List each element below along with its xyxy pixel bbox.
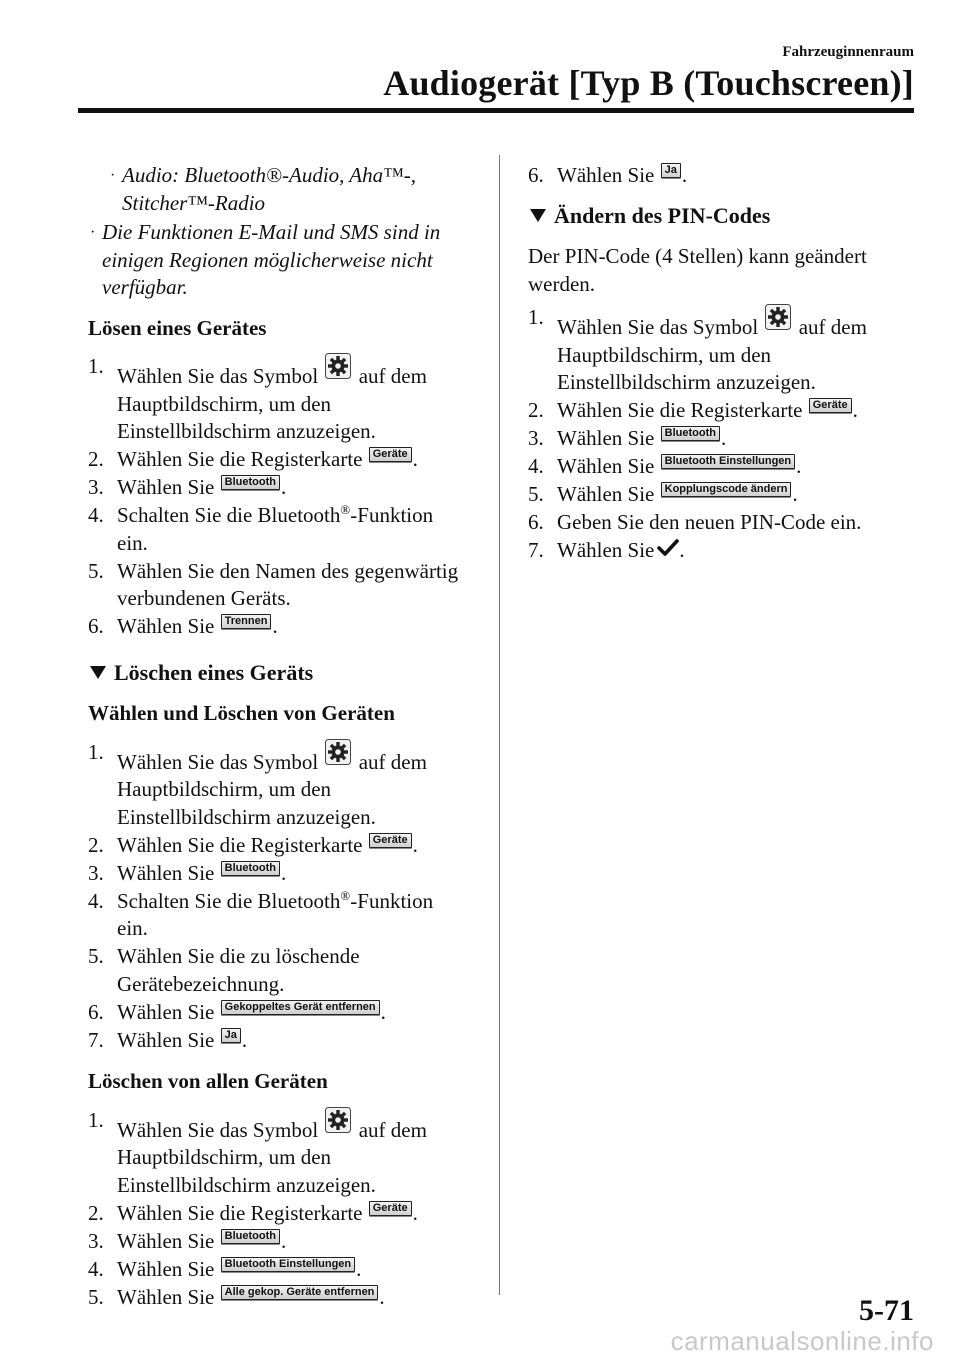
bluetooth-button: Bluetooth <box>221 475 280 490</box>
ja-button: Ja <box>661 163 681 178</box>
bullet-icon: · <box>90 224 96 241</box>
list-item: 4. Wählen Sie Bluetooth Einstellungen . <box>528 454 802 478</box>
geraete-tab-button: Geräte <box>369 833 412 848</box>
list-item: 3. Wählen Sie Bluetooth . <box>528 426 727 450</box>
settings-gear-icon <box>325 1107 351 1133</box>
page-number: 5-71 <box>859 1294 914 1327</box>
steps-waehlen-loeschen <box>88 739 468 1055</box>
header-rule <box>78 108 914 113</box>
note-text: Die Funktionen E-Mail und SMS sind in einigen Regionen möglicherweise nicht verfügbar. <box>102 220 441 299</box>
triangle-marker-icon <box>530 209 546 222</box>
subheading-waehlen-loeschen: Wählen und Löschen von Geräten <box>88 701 395 725</box>
steps-pin <box>528 304 908 565</box>
list-item: 6. Wählen Sie Trennen . <box>88 614 278 638</box>
settings-gear-icon <box>325 739 351 765</box>
bluetooth-button: Bluetooth <box>221 861 280 876</box>
list-item: 5. Wählen Sie Kopplungscode ändern . <box>528 482 798 506</box>
ja-button: Ja <box>221 1028 241 1043</box>
column-divider <box>499 155 500 1295</box>
section-loeschen: Löschen eines Geräts <box>88 659 468 687</box>
list-item: 4. Wählen Sie Bluetooth Einstellungen . <box>88 1256 362 1281</box>
list-item: 6. Wählen Sie Ja . <box>528 163 688 187</box>
note-text: Audio: Bluetooth®-Audio, Aha™-, Stitcher™-Radio <box>122 163 416 215</box>
bullet-icon: · <box>110 167 116 184</box>
section-pin: Ändern des PIN-Codes <box>528 202 908 230</box>
kopplungscode-aendern-button: Kopplungscode ändern <box>661 482 792 497</box>
list-item: 4. Schalten Sie die Bluetooth®-Funktion ein. <box>88 887 434 940</box>
geraete-tab-button: Geräte <box>369 1201 412 1216</box>
bluetooth-einstellungen-button: Bluetooth Einstellungen <box>661 454 796 469</box>
header-section: Fahrzeuginnenraum <box>782 44 914 60</box>
left-column <box>88 162 468 1312</box>
list-item: 2. Wählen Sie die Registerkarte Geräte . <box>88 447 418 471</box>
trennen-button: Trennen <box>221 614 272 629</box>
bluetooth-button: Bluetooth <box>221 1229 280 1244</box>
steps-loesen <box>88 353 468 641</box>
pin-intro: Der PIN-Code (4 Stellen) kann geändert werden. <box>528 244 867 296</box>
list-item: 6. Geben Sie den neuen PIN-Code ein. <box>528 510 862 534</box>
note-audio-sources <box>88 162 468 217</box>
list-item: 2. Wählen Sie die Registerkarte Geräte . <box>88 1200 418 1225</box>
subheading-alle-loeschen: Löschen von allen Geräten <box>88 1069 328 1093</box>
list-item: 1. Wählen Sie das Symbol auf dem Hauptbildschirm, um den Einstellbildschirm anzuzeigen. <box>88 739 427 829</box>
list-item: 5. Wählen Sie die zu löschende Gerätebezeichnung. <box>88 944 360 996</box>
note-email-sms <box>88 219 468 302</box>
steps-alle-loeschen <box>88 1107 468 1312</box>
list-item: 3. Wählen Sie Bluetooth . <box>88 860 287 885</box>
list-item: 5. Wählen Sie Alle gekop. Geräte entfernen . <box>88 1284 385 1309</box>
list-item: 2. Wählen Sie die Registerkarte Geräte . <box>528 398 858 422</box>
geraete-tab-button: Geräte <box>809 398 852 413</box>
list-item: 5. Wählen Sie den Namen des gegenwärtig verbundenen Geräts. <box>88 558 459 610</box>
list-item: 6. Wählen Sie Gekoppeltes Gerät entfernen . <box>88 999 386 1024</box>
settings-gear-icon <box>325 353 351 379</box>
alle-geraete-entfernen-button: Alle gekop. Geräte entfernen <box>221 1285 379 1300</box>
subheading-loesen: Lösen eines Gerätes <box>88 315 267 340</box>
geraete-tab-button: Geräte <box>369 447 412 462</box>
list-item: 3. Wählen Sie Bluetooth . <box>88 1228 287 1253</box>
page-title: Audiogerät [Typ B (Touchscreen)] <box>383 63 914 103</box>
list-item: 7. Wählen Sie . <box>528 538 685 562</box>
list-item: 2. Wählen Sie die Registerkarte Geräte . <box>88 832 418 857</box>
right-column <box>528 162 908 565</box>
list-item: 7. Wählen Sie Ja . <box>88 1027 248 1052</box>
watermark: carmanualsonline.info <box>670 1326 934 1356</box>
bluetooth-einstellungen-button: Bluetooth Einstellungen <box>221 1257 356 1272</box>
checkmark-icon <box>657 538 679 558</box>
steps-continued <box>528 162 908 190</box>
list-item: 4. Schalten Sie die Bluetooth®-Funktion ein. <box>88 502 434 555</box>
settings-gear-icon <box>765 304 791 330</box>
gekoppeltes-geraet-entfernen-button: Gekoppeltes Gerät entfernen <box>221 1000 380 1015</box>
list-item: 3. Wählen Sie Bluetooth . <box>88 475 287 499</box>
list-item: 1. Wählen Sie das Symbol auf dem Hauptbildschirm, um den Einstellbildschirm anzuzeigen. <box>528 305 867 394</box>
bluetooth-button: Bluetooth <box>661 426 720 441</box>
list-item: 1. Wählen Sie das Symbol auf dem Hauptbildschirm, um den Einstellbildschirm anzuzeigen. <box>88 354 427 443</box>
list-item: 1. Wählen Sie das Symbol auf dem Hauptbildschirm, um den Einstellbildschirm anzuzeigen. <box>88 1107 427 1197</box>
triangle-marker-icon <box>90 666 106 679</box>
